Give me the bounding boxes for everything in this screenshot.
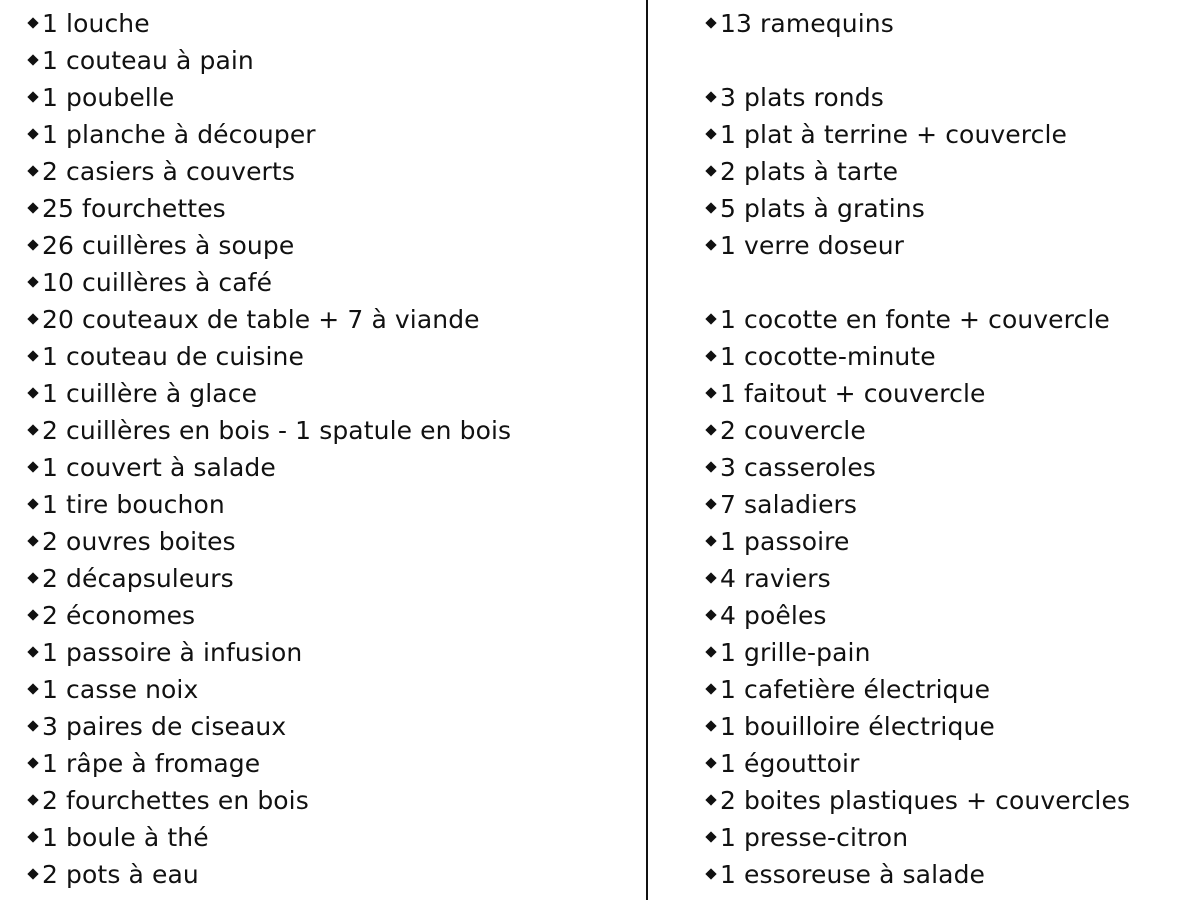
right-list-item — [704, 116, 1067, 153]
left-list-item — [26, 708, 286, 745]
left-list-item — [26, 227, 294, 264]
left-item-label: 1 tire bouchon — [42, 490, 225, 519]
right-item-label: 1 presse-citron — [720, 823, 909, 852]
diamond-bullet-icon — [27, 91, 38, 102]
diamond-bullet-icon — [705, 498, 716, 509]
right-list-item — [704, 301, 1110, 338]
diamond-bullet-icon — [27, 350, 38, 361]
diamond-bullet-icon — [27, 757, 38, 768]
right-list-item — [704, 227, 904, 264]
right-list-item — [704, 819, 908, 856]
left-list-item — [26, 190, 226, 227]
right-item-label: 1 bouilloire électrique — [720, 712, 995, 741]
left-list-item — [26, 597, 195, 634]
diamond-bullet-icon — [27, 387, 38, 398]
left-list-item — [26, 782, 309, 819]
left-list-item — [26, 264, 272, 301]
left-item-label: 1 couteau de cuisine — [42, 342, 304, 371]
diamond-bullet-icon — [705, 461, 716, 472]
left-item-label: 2 économes — [42, 601, 196, 630]
right-list-item — [704, 153, 898, 190]
right-item-label: 1 verre doseur — [720, 231, 905, 260]
diamond-bullet-icon — [705, 239, 716, 250]
diamond-bullet-icon — [705, 757, 716, 768]
diamond-bullet-icon — [27, 609, 38, 620]
left-item-label: 2 casiers à couverts — [42, 157, 295, 186]
left-item-label: 2 fourchettes en bois — [42, 786, 309, 815]
right-list-item — [704, 560, 831, 597]
right-list-item — [704, 708, 995, 745]
diamond-bullet-icon — [705, 128, 716, 139]
right-item-label: 1 grille-pain — [720, 638, 871, 667]
right-item-label: 1 essoreuse à salade — [720, 860, 986, 889]
diamond-bullet-icon — [27, 572, 38, 583]
right-item-label: 2 plats à tarte — [720, 157, 899, 186]
diamond-bullet-icon — [27, 276, 38, 287]
right-item-label: 2 couvercle — [720, 416, 866, 445]
left-item-label: 1 louche — [42, 9, 150, 38]
left-list-item — [26, 116, 316, 153]
left-item-label: 1 couteau à pain — [42, 46, 254, 75]
diamond-bullet-icon — [705, 350, 716, 361]
right-item-label: 7 saladiers — [720, 490, 858, 519]
left-item-label: 3 paires de ciseaux — [42, 712, 287, 741]
right-list-item — [704, 745, 859, 782]
diamond-bullet-icon — [705, 720, 716, 731]
left-item-label: 2 décapsuleurs — [42, 564, 234, 593]
left-item-label: 2 cuillères en bois - 1 spatule en bois — [42, 416, 512, 445]
right-list-item — [704, 412, 866, 449]
left-list-item — [26, 856, 199, 893]
left-list-item — [26, 412, 511, 449]
left-item-label: 1 râpe à fromage — [42, 749, 261, 778]
left-list-item — [26, 301, 480, 338]
diamond-bullet-icon — [705, 572, 716, 583]
diamond-bullet-icon — [705, 535, 716, 546]
diamond-bullet-icon — [27, 313, 38, 324]
right-list-item — [704, 523, 849, 560]
diamond-bullet-icon — [705, 424, 716, 435]
right-list-item — [704, 634, 871, 671]
diamond-bullet-icon — [705, 91, 716, 102]
diamond-bullet-icon — [27, 17, 38, 28]
left-item-label: 1 poubelle — [42, 83, 175, 112]
right-item-label: 3 plats ronds — [720, 83, 884, 112]
diamond-bullet-icon — [705, 609, 716, 620]
left-list-item — [26, 486, 225, 523]
right-list-item — [704, 486, 857, 523]
column-divider — [646, 0, 648, 900]
right-item-label: 4 raviers — [720, 564, 831, 593]
right-list-item — [704, 856, 985, 893]
left-item-label: 2 pots à eau — [42, 860, 199, 889]
diamond-bullet-icon — [27, 535, 38, 546]
right-list-item — [704, 338, 936, 375]
right-item-label: 13 ramequins — [720, 9, 894, 38]
right-item-label: 1 cafetière électrique — [720, 675, 991, 704]
left-item-label: 1 casse noix — [42, 675, 199, 704]
left-item-label: 1 boule à thé — [42, 823, 209, 852]
left-list-item — [26, 79, 174, 116]
left-list-item — [26, 375, 257, 412]
diamond-bullet-icon — [27, 794, 38, 805]
left-item-label: 10 cuillères à café — [42, 268, 273, 297]
diamond-bullet-icon — [27, 683, 38, 694]
left-item-label: 1 passoire à infusion — [42, 638, 303, 667]
diamond-bullet-icon — [27, 165, 38, 176]
diamond-bullet-icon — [705, 683, 716, 694]
left-item-label: 26 cuillères à soupe — [42, 231, 295, 260]
left-item-label: 2 ouvres boites — [42, 527, 236, 556]
left-list-item — [26, 42, 254, 79]
right-list-item — [704, 782, 1130, 819]
diamond-bullet-icon — [27, 831, 38, 842]
diamond-bullet-icon — [705, 646, 716, 657]
right-list-item — [704, 597, 827, 634]
right-item-label: 1 passoire — [720, 527, 850, 556]
left-list-item — [26, 819, 209, 856]
right-item-label: 1 plat à terrine + couvercle — [720, 120, 1067, 149]
left-list-item — [26, 560, 234, 597]
right-item-label: 1 cocotte en fonte + couvercle — [720, 305, 1110, 334]
right-item-label: 3 casseroles — [720, 453, 876, 482]
diamond-bullet-icon — [27, 202, 38, 213]
right-item-label: 1 cocotte-minute — [720, 342, 936, 371]
right-list-item — [704, 190, 925, 227]
diamond-bullet-icon — [705, 868, 716, 879]
left-list-item — [26, 153, 295, 190]
left-list-item — [26, 634, 302, 671]
right-item-label: 1 égouttoir — [720, 749, 860, 778]
diamond-bullet-icon — [27, 239, 38, 250]
left-list-item — [26, 671, 198, 708]
diamond-bullet-icon — [27, 128, 38, 139]
right-list-item — [704, 79, 884, 116]
right-item-label: 4 poêles — [720, 601, 827, 630]
diamond-bullet-icon — [27, 54, 38, 65]
diamond-bullet-icon — [27, 424, 38, 435]
left-item-label: 1 couvert à salade — [42, 453, 276, 482]
diamond-bullet-icon — [705, 17, 716, 28]
left-list-item — [26, 745, 260, 782]
left-item-label: 20 couteaux de table + 7 à viande — [42, 305, 480, 334]
right-list-item — [704, 375, 985, 412]
left-list-item — [26, 5, 150, 42]
left-item-label: 1 cuillère à glace — [42, 379, 258, 408]
left-list-item — [26, 523, 236, 560]
diamond-bullet-icon — [705, 831, 716, 842]
diamond-bullet-icon — [705, 202, 716, 213]
right-item-label: 1 faitout + couvercle — [720, 379, 986, 408]
right-list-item — [704, 449, 876, 486]
diamond-bullet-icon — [27, 720, 38, 731]
diamond-bullet-icon — [705, 313, 716, 324]
diamond-bullet-icon — [27, 498, 38, 509]
diamond-bullet-icon — [27, 646, 38, 657]
diamond-bullet-icon — [705, 387, 716, 398]
right-item-label: 2 boites plastiques + couvercles — [720, 786, 1131, 815]
right-list-item — [704, 5, 894, 42]
right-list-item — [704, 671, 990, 708]
left-item-label: 1 planche à découper — [42, 120, 316, 149]
diamond-bullet-icon — [705, 165, 716, 176]
diamond-bullet-icon — [27, 461, 38, 472]
diamond-bullet-icon — [27, 868, 38, 879]
left-list-item — [26, 338, 304, 375]
diamond-bullet-icon — [705, 794, 716, 805]
left-list-item — [26, 449, 276, 486]
left-item-label: 25 fourchettes — [42, 194, 226, 223]
right-item-label: 5 plats à gratins — [720, 194, 925, 223]
